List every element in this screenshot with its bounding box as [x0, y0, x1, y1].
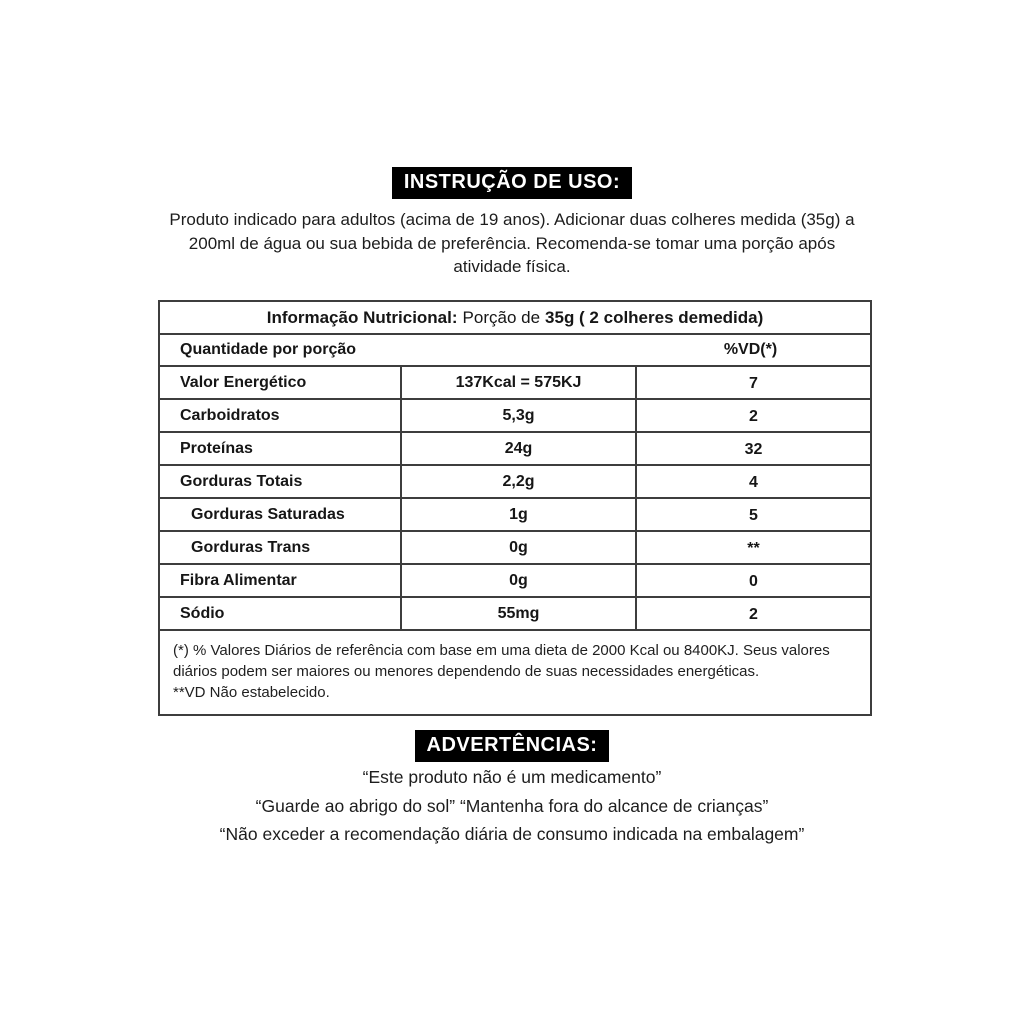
table-row: [160, 400, 870, 433]
usage-instructions-text: Produto indicado para adultos (acima de 19 anos). Adicionar duas colheres medida (35g) a 200ml de água ou sua bebida de preferência. Recomenda-se tomar uma porção após atividade física.: [169, 210, 855, 276]
row-dv: 4: [749, 474, 758, 491]
table-row: [160, 532, 870, 565]
row-dv: 5: [749, 507, 758, 524]
column-header-dv: %VD(*): [723, 341, 778, 358]
footnote-dv-not-established: **VD Não estabelecido.: [173, 684, 330, 701]
row-label: Sódio: [180, 604, 225, 622]
row-amount: 2,2g: [400, 466, 637, 497]
table-row: [160, 499, 870, 532]
row-dv: 0: [749, 573, 758, 590]
table-row: [160, 433, 870, 466]
row-amount: 55mg: [400, 598, 637, 629]
nutrition-title-portion: Porção de: [462, 307, 541, 327]
usage-section-header: [0, 167, 1024, 199]
usage-title: INSTRUÇÃO DE USO:: [392, 167, 632, 199]
warnings-section-header: [0, 730, 1024, 762]
row-amount: 24g: [400, 433, 637, 464]
warnings-list: [0, 768, 1024, 854]
row-label: Gorduras Trans: [191, 538, 311, 556]
column-header-quantity: Quantidade por porção: [180, 341, 357, 358]
row-dv: 32: [744, 441, 763, 458]
nutrition-title-serving: 35g ( 2 colheres demedida): [545, 307, 764, 327]
warning-line: “Guarde ao abrigo do sol” “Mantenha fora do alcance de crianças”: [255, 795, 769, 816]
row-label: Valor Energético: [180, 373, 307, 391]
table-row: [160, 367, 870, 400]
warning-line: “Não exceder a recomendação diária de consumo indicada na embalagem”: [219, 824, 805, 844]
row-amount: 5,3g: [400, 400, 637, 431]
row-amount: 1g: [400, 499, 637, 530]
row-amount: 0g: [400, 532, 637, 563]
warning-line: “Este produto não é um medicamento”: [362, 767, 662, 787]
row-label: Gorduras Saturadas: [191, 505, 345, 523]
row-dv: 2: [749, 606, 758, 623]
nutrition-table: [158, 300, 872, 716]
nutrition-title-label: Informação Nutricional:: [266, 307, 458, 327]
row-dv: 7: [749, 375, 758, 392]
nutrition-table-title: [160, 302, 870, 335]
table-row: [160, 565, 870, 598]
row-dv: 2: [749, 408, 758, 425]
row-label: Proteínas: [180, 439, 253, 457]
row-amount: 137Kcal = 575KJ: [400, 367, 637, 398]
row-label: Carboidratos: [180, 406, 280, 424]
table-footnote: [160, 631, 870, 714]
row-amount: 0g: [400, 565, 637, 596]
footnote-daily-values: (*) % Valores Diários de referência com base em uma dieta de 2000 Kcal ou 8400KJ. Seus valores diários podem ser maiores ou menores dependendo de suas necessidades energéticas.: [173, 642, 830, 680]
row-dv: **: [747, 540, 760, 557]
table-row: [160, 598, 870, 631]
table-row: [160, 466, 870, 499]
warnings-title: ADVERTÊNCIAS:: [415, 730, 610, 762]
row-label: Fibra Alimentar: [180, 571, 297, 589]
nutrition-table-subheader: [160, 335, 870, 367]
row-label: Gorduras Totais: [180, 472, 303, 490]
